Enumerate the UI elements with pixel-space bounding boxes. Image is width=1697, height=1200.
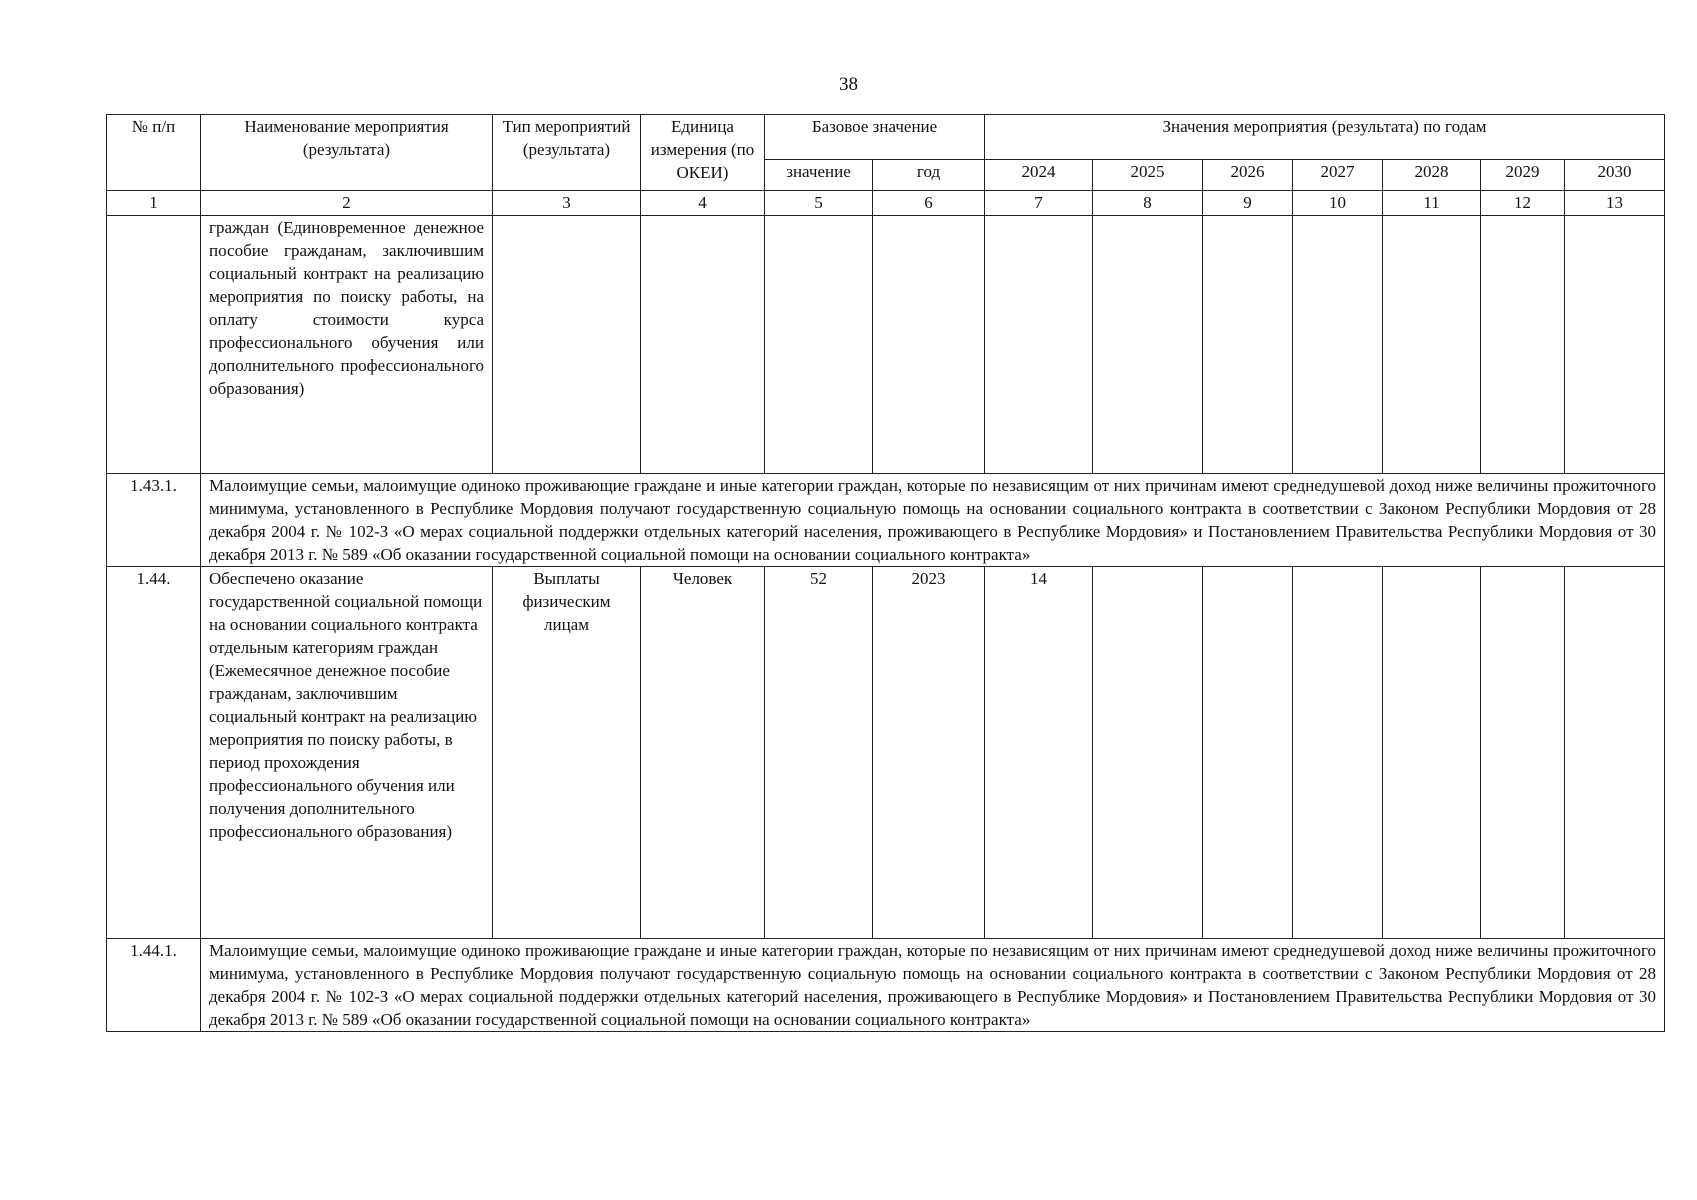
empty-cell [1383,216,1481,474]
header-type: Тип мероприятий (результата) [493,115,641,191]
results-table [106,114,1665,1032]
row-name: граждан (Единовременное денежное пособие гражданам, заключившим социальный контракт на реализацию мероприятия по поиску работы, на оплату стоимости курса профессионального обучения или дополнительного профессионального образования) [201,216,493,474]
row-description: Малоимущие семьи, малоимущие одиноко проживающие граждане и иные категории граждан, которые по независящим от них причинам имеют среднедушевой доход ниже величины прожиточного минимума, установленного в Республике Мордовия получают государственную социальную помощь на основании социального контракта в соответствии с Законом Республики Мордовия от 28 декабря 2004 г. № 102-З «О мерах социальной поддержки отдельных категорий населения, проживающего в Республике Мордовия» и Постановлением Правительства Республики Мордовия от 30 декабря 2013 г. № 589 «Об оказании государственной социальной помощи на основании социального контракта» [201,474,1665,567]
column-number: 5 [765,191,873,216]
column-number: 12 [1481,191,1565,216]
header-base-value: значение [765,160,873,191]
header-row [107,115,1665,160]
column-number: 13 [1565,191,1665,216]
empty-cell [1565,216,1665,474]
empty-cell [1383,567,1481,939]
header-num: № п/п [107,115,201,191]
row-description: Малоимущие семьи, малоимущие одиноко проживающие граждане и иные категории граждан, которые по независящим от них причинам имеют среднедушевой доход ниже величины прожиточного минимума, установленного в Республике Мордовия получают государственную социальную помощь на основании социального контракта в соответствии с Законом Республики Мордовия от 28 декабря 2004 г. № 102-З «О мерах социальной поддержки отдельных категорий населения, проживающего в Республике Мордовия» и Постановлением Правительства Республики Мордовия от 30 декабря 2013 г. № 589 «Об оказании государственной социальной помощи на основании социального контракта» [201,939,1665,1032]
table-row-continuation [107,216,1665,474]
empty-cell [641,216,765,474]
empty-cell [1203,216,1293,474]
column-numbers-row [107,191,1665,216]
header-year-2030: 2030 [1565,160,1665,191]
empty-cell [1093,216,1203,474]
empty-cell [873,216,985,474]
header-year-2027: 2027 [1293,160,1383,191]
row-base-year: 2023 [873,567,985,939]
empty-cell [1481,567,1565,939]
row-name: Обеспечено оказание государственной социальной помощи на основании социального контракта отдельным категориям граждан (Ежемесячное денежное пособие гражданам, заключившим социальный контракт на реализацию мероприятия по поиску работы, в период прохождения профессионального обучения или получения дополнительного профессионального образования) [201,567,493,939]
header-base: Базовое значение [765,115,985,160]
column-number: 9 [1203,191,1293,216]
empty-cell [493,216,641,474]
column-number: 6 [873,191,985,216]
column-number: 11 [1383,191,1481,216]
empty-cell [1481,216,1565,474]
empty-cell [765,216,873,474]
row-code: 1.43.1. [107,474,201,567]
table-row-1-43-1 [107,474,1665,567]
column-number: 2 [201,191,493,216]
empty-cell [985,216,1093,474]
header-name: Наименование мероприятия (результата) [201,115,493,191]
row-code-empty [107,216,201,474]
page-number: 38 [839,74,858,95]
header-year-2024: 2024 [985,160,1093,191]
header-unit: Единица измерения (по ОКЕИ) [641,115,765,191]
header-year-2025: 2025 [1093,160,1203,191]
empty-cell [1565,567,1665,939]
column-number: 8 [1093,191,1203,216]
row-value-2024: 14 [985,567,1093,939]
row-code: 1.44.1. [107,939,201,1032]
empty-cell [1203,567,1293,939]
table-row-1-44 [107,567,1665,939]
empty-cell [1093,567,1203,939]
row-type: Выплаты физическим лицам [493,567,641,939]
empty-cell [1293,216,1383,474]
row-unit: Человек [641,567,765,939]
header-years: Значения мероприятия (результата) по годам [985,115,1665,160]
column-number: 7 [985,191,1093,216]
header-year-2029: 2029 [1481,160,1565,191]
empty-cell [1293,567,1383,939]
row-base-value: 52 [765,567,873,939]
header-year-2026: 2026 [1203,160,1293,191]
column-number: 1 [107,191,201,216]
header-base-year: год [873,160,985,191]
column-number: 4 [641,191,765,216]
column-number: 10 [1293,191,1383,216]
row-code: 1.44. [107,567,201,939]
column-number: 3 [493,191,641,216]
table-row-1-44-1 [107,939,1665,1032]
header-year-2028: 2028 [1383,160,1481,191]
